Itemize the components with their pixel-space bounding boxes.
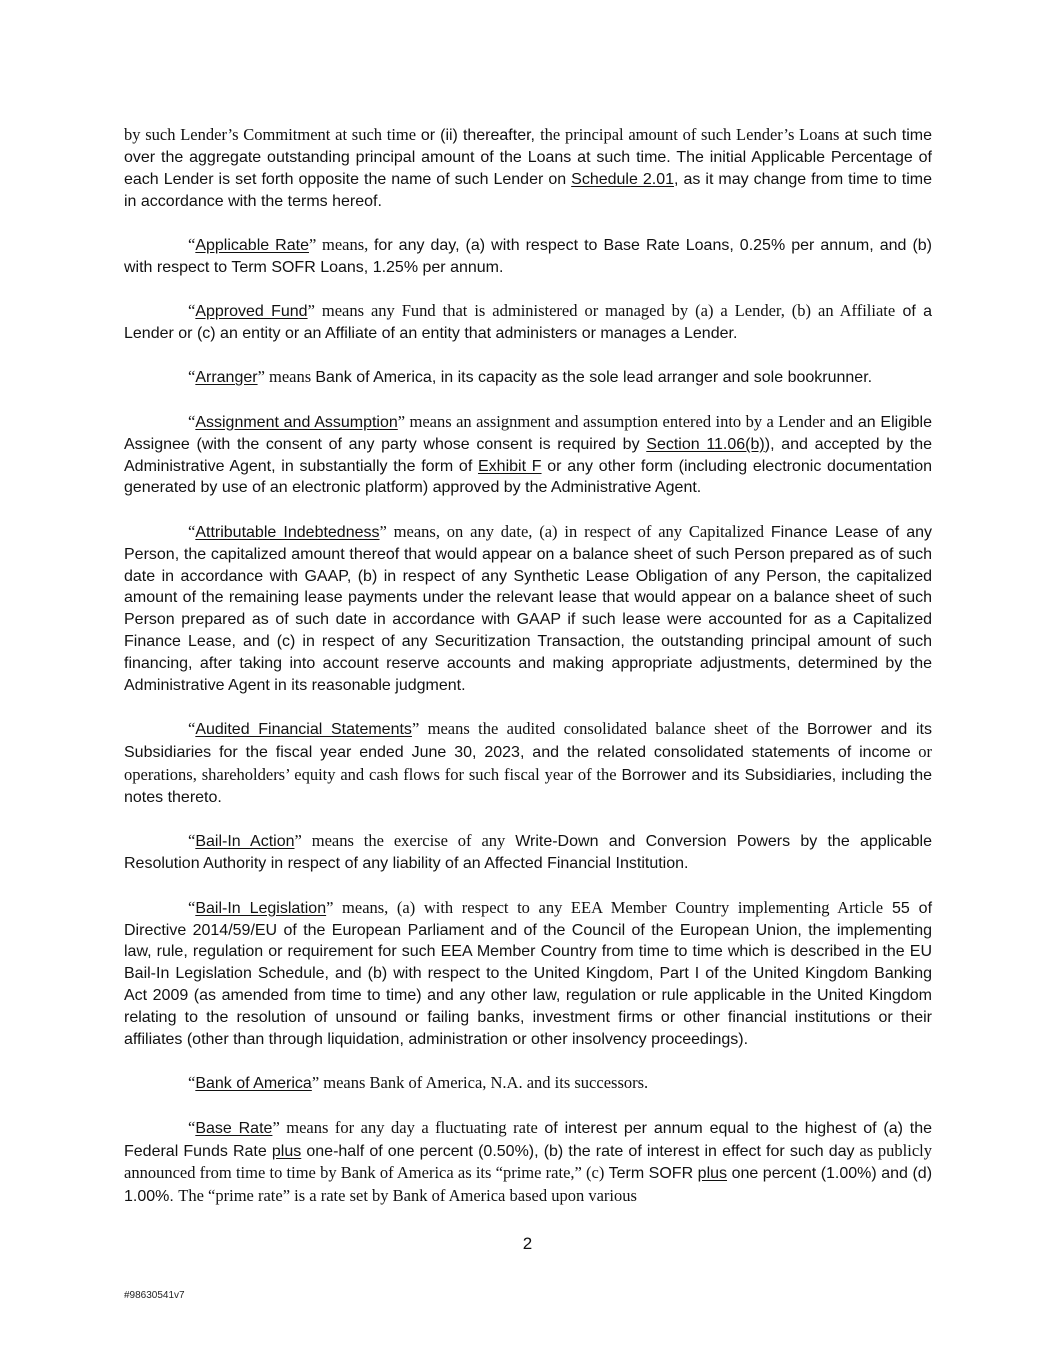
paragraph-text: “: [188, 897, 196, 917]
defined-term: Bank of America: [195, 1075, 312, 1093]
paragraph-text: the principal amount of such Lender’s Loans: [540, 125, 840, 144]
paragraph-text: or operations, shareholders’ equity and cash flows for such fiscal year of the: [124, 742, 932, 785]
defined-term: Attributable Indebtedness: [195, 523, 380, 541]
definition-paragraph: [124, 124, 932, 213]
definition-paragraph: [124, 521, 932, 697]
paragraph-text: or (ii) thereafter,: [420, 127, 541, 144]
paragraph-text: ” means an assignment and assumption entered into by a Lender and: [397, 411, 854, 431]
paragraph-text: “: [188, 235, 196, 255]
definition-paragraph: [124, 234, 932, 279]
page-number: 2: [522, 1234, 533, 1253]
paragraph-text: ” means,: [308, 235, 374, 255]
paragraph-text: “: [188, 411, 196, 431]
paragraph-text: or any other form (including electronic documentation generated by use of an electronic platform) approved by the Administrative Agent.: [124, 457, 933, 497]
paragraph-text: of interest per annum equal to the highest of (a) the Federal Funds Rate: [124, 1119, 933, 1160]
definition-paragraph: [124, 300, 932, 345]
paragraph-text: “: [188, 367, 196, 387]
paragraph-text: Borrower and its Subsidiaries for the fiscal year ended June 30, 2023, and the related consolidated statements of income: [124, 721, 932, 762]
definition-paragraph: [124, 366, 932, 389]
cross-reference: plus: [271, 1142, 302, 1160]
paragraph-text: for any day, (a) with respect to Base Rate Loans, 0.25% per annum, and (b) with respect to Term SOFR Loans, 1.25% per annum.: [124, 237, 932, 276]
definition-paragraph: [124, 1117, 932, 1209]
paragraph-text: The “prime rate” is a rate set by Bank of America based upon various: [178, 1186, 637, 1206]
paragraph-text: by such Lender’s Commitment at such time: [124, 125, 421, 144]
paragraph-text: “: [188, 1117, 196, 1137]
paragraph-text: ” means, on any date, (a) in respect of any Capitalized: [379, 521, 771, 541]
defined-term: Applicable Rate: [195, 237, 309, 255]
paragraph-text: “: [188, 521, 196, 541]
cross-reference: Schedule 2.01: [571, 170, 675, 188]
defined-term: Assignment and Assumption: [195, 413, 398, 431]
paragraph-text: ” means for any day a fluctuating rate: [272, 1117, 545, 1137]
paragraph-text: “: [188, 719, 196, 739]
paragraph-text: as publicly announced from time to time by Bank of America as its “prime rate,” (c): [124, 1140, 932, 1183]
defined-term: Base Rate: [195, 1119, 273, 1137]
definition-paragraph: [124, 830, 932, 875]
defined-term: Audited Financial Statements: [195, 721, 412, 739]
definition-paragraph: [124, 1072, 932, 1095]
paragraph-text: one percent (1.00%) and (d) 1.00%.: [124, 1165, 933, 1206]
paragraph-text: Borrower and its Subsidiaries, including the notes thereto.: [124, 767, 933, 807]
paragraph-text: “: [188, 301, 196, 321]
defined-term: Arranger: [195, 369, 258, 387]
defined-term: Bail-In Legislation: [195, 899, 327, 917]
defined-term: Approved Fund: [195, 303, 308, 321]
paragraph-text: Bank of America, in its capacity as the sole lead arranger and sole bookrunner.: [315, 369, 873, 387]
paragraph-text: at such time over the aggregate outstanding principal amount of the Loans at such time. The initial Applicable Percentage of each Lender is set forth opposite the name of such Lender on: [124, 127, 933, 188]
paragraph-text: Write-Down and Conversion Powers by the applicable Resolution Authority in respect of any liability of an Affected Financial Institution.: [124, 833, 932, 873]
paragraph-text: one-half of one percent (0.50%), (b) the rate of interest in effect for such day: [301, 1142, 855, 1160]
definition-paragraph: [124, 718, 932, 809]
paragraph-text: “: [188, 1073, 196, 1093]
paragraph-text: of a Lender or (c) an entity or an Affiliate of an entity that administers or manages a Lender.: [124, 303, 933, 343]
paragraph-text: ” means the exercise of any: [294, 831, 516, 851]
paragraph-text: 55 of Directive 2014/59/EU of the European Parliament and of the Council of the European Union, the implementing law, rule, regulation or requirement for such EEA Member Country from time to time which is described in the EU Bail-In Legislation Schedule, and (b) with respect to the United Kingdom, Part I of the United Kingdom Banking Act 2009 (as amended from time to time) and any other law, regulation or rule applicable in the United Kingdom relating to the resolution of unsound or failing banks, investment firms or other financial institutions or their affiliates (other than through liquidation, administration or other insolvency proceedings).: [124, 899, 933, 1049]
document-id: #98630541v7: [124, 1290, 185, 1301]
paragraph-text: ” means: [257, 367, 316, 387]
paragraph-text: ” means the audited consolidated balance sheet of the: [411, 719, 808, 739]
paragraph-text: Finance Lease of any Person, the capitalized amount thereof that would appear on a balance sheet of such Person prepared as of such date in accordance with GAAP, (b) in respect of any Synthetic Lease Obligation of any Person, the capitalized amount of the remaining lease payments under the relevant lease that would appear on a balance sheet of such Person prepared as of such date in accordance with GAAP if such lease were accounted for as a Capitalized Finance Lease, and (c) in respect of any Securitization Transaction, the outstanding principal amount of such financing, after taking into account reserve accounts and making appropriate adjustments, determined by the Administrative Agent in its reasonable judgment.: [124, 523, 932, 695]
cross-reference: Exhibit F: [478, 457, 542, 475]
paragraph-text: ” means, (a) with respect to any EEA Member Country implementing Article: [326, 897, 884, 917]
defined-term: Bail-In Action: [195, 833, 295, 851]
paragraph-text: “: [188, 831, 196, 851]
paragraph-text: Term SOFR: [608, 1165, 698, 1183]
definition-paragraph: [124, 411, 932, 500]
paragraph-text: an Eligible Assignee (with the consent of any party whose consent is required by: [124, 413, 933, 453]
paragraph-text: ), and accepted by the Administrative Agent, in substantially the form of: [124, 435, 933, 475]
document-body: [124, 124, 932, 1230]
cross-reference: plus: [697, 1165, 728, 1183]
paragraph-text: ” means Bank of America, N.A. and its successors.: [311, 1073, 649, 1093]
cross-reference: Section 11.06(b): [646, 435, 765, 453]
paragraph-text: , as it may change from time to time in accordance with the terms hereof.: [124, 170, 932, 210]
paragraph-text: ” means any Fund that is administered or managed by (a) a Lender, (b) an Affiliate: [307, 301, 896, 321]
definition-paragraph: [124, 897, 932, 1051]
